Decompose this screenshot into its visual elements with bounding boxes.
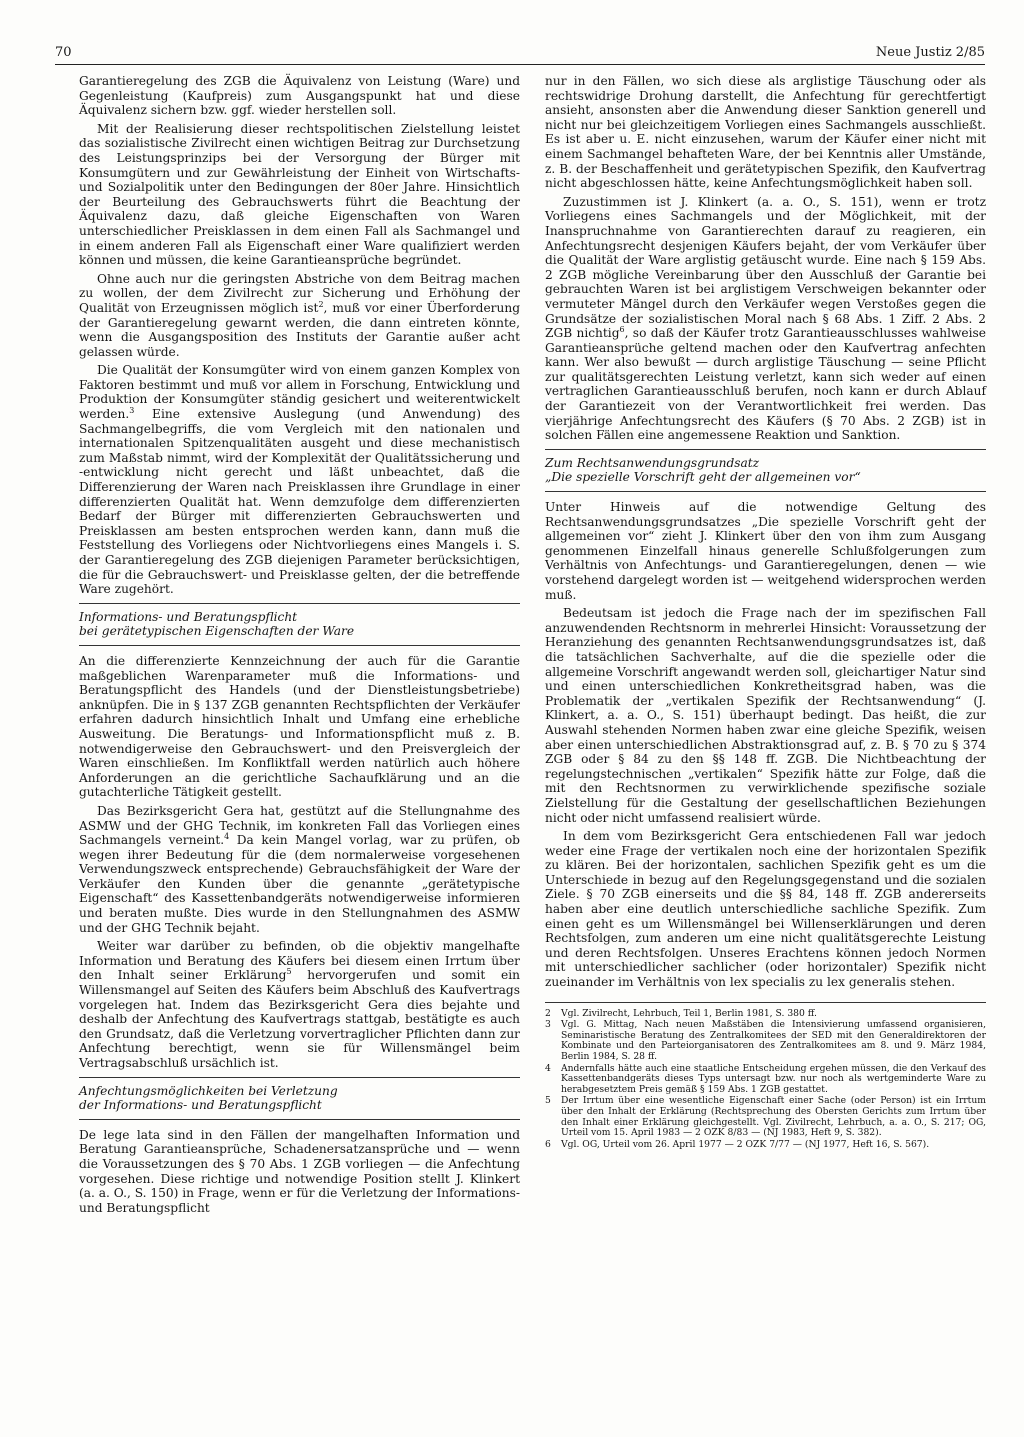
section-heading-line: der Informations- und Beratungspflicht bbox=[79, 1098, 322, 1113]
section-heading bbox=[79, 1077, 520, 1120]
left-column bbox=[79, 74, 520, 1219]
page-number: 70 bbox=[55, 45, 72, 60]
footnote-text: Der Irrtum über eine wesentliche Eigenschaft einer Sache (oder Person) ist ein Irrtum über den Inhalt der Erklärung (Rechtsprechung des Obersten Gerichts zum Irrtum über den Inhalt einer Erklärung gleichgestellt. Vgl. Zivilrecht, Lehrbuch, a. a. O., S. 217; OG, Urteil vom 15. April 1983 — 2 OZK 8/83 — (NJ 1983, Heft 9, S. 382). bbox=[561, 1095, 986, 1139]
paragraph: In dem vom Bezirksgericht Gera entschiedenen Fall war jedoch weder eine Frage der vertikalen noch eine der horizontalen Spezifik zu klären. Bei der horizontalen, sachlichen Spezifik geht es um die Unterschiede in bezug auf den Regelungsgegenstand und die sozialen Ziele. § 70 ZGB einerseits und die §§ 84, 148 ff. ZGB andererseits haben aber eine deutlich unterschiedliche sachliche Spezifik. Zum einen geht es um Willensmängel bei Willenserklärungen und deren Rechtsfolgen, zum anderen um eine nicht qualitätsgerechte Leistung und deren Rechtsfolgen. Unseres Erachtens können jedoch Normen mit unterschiedlicher sachlicher (oder horizontaler) Spezifik nicht zueinander im Verhältnis von lex specialis zu lex generalis stehen. bbox=[545, 829, 986, 990]
footnote-text: Vgl. OG, Urteil vom 26. April 1977 — 2 OZK 7/77 — (NJ 1977, Heft 16, S. 567). bbox=[561, 1138, 930, 1150]
paragraph: Garantieregelung des ZGB die Äquivalenz von Leistung (Ware) und Gegenleistung (Kaufpreis) zum Ausgangspunkt hat und diese Äquivalenz sichern bzw. ggf. wieder herstellen soll. bbox=[79, 74, 520, 118]
footnote-rule bbox=[545, 1002, 986, 1003]
footnote-ref: 6 bbox=[619, 325, 625, 335]
paragraph: De lege lata sind in den Fällen der mangelhaften Information und Beratung Garantieansprüche, Schadenersatzansprüche und — wenn die Voraussetzungen des § 70 Abs. 1 ZGB vorliegen — die Anfechtung vorgesehen. Diese richtige und notwendige Position stellt J. Klinkert (a. a. O., S. 150) in Frage, wenn er für die Verletzung der Informations- und Beratungspflicht bbox=[79, 1127, 520, 1215]
section-heading-line: Informations- und Beratungspflicht bbox=[79, 609, 298, 624]
paragraph: nur in den Fällen, wo sich diese als arglistige Täuschung oder als rechtswidrige Drohung darstellt, die Anfechtung für gerechtfertigt ansieht, ansonsten aber die Anwendung dieser Sanktion generell und nicht nur bei gleichzeitigem Vorliegen eines Sachmangels ausschließt. Es ist aber u. E. nicht einzusehen, warum der Käufer einer nicht mit einem Sachmangel behafteten Ware, der bei Kenntnis aller Umstände, z. B. der Beschaffenheit und gerätetypischen Spezifik, den Kaufvertrag nicht abgeschlossen hätte, keine Anfechtungsmöglichkeit haben soll. bbox=[545, 74, 986, 191]
section-heading-line: bei gerätetypischen Eigenschaften der Ware bbox=[79, 624, 355, 639]
footnote-ref: 3 bbox=[129, 406, 135, 415]
footnote-ref: 2 bbox=[318, 299, 324, 309]
paragraph: Unter Hinweis auf die notwendige Geltung des Rechtsanwendungsgrundsatzes „Die spezielle Vorschrift geht der allgemeinen vor“ zieht J. Klinkert über den von ihm zum Ausgang genommenen Einzelfall hinaus generelle Schlußfolgerungen zum Verhältnis von Anfechtungs- und Garantieregelungen, denen — wie vorstehend dargelegt worden ist — weitgehend widersprochen werden muß. bbox=[545, 500, 986, 602]
paragraph: An die differenzierte Kennzeichnung der auch für die Garantie maßgeblichen Warenparameter muß die Informations- und Beratungspflicht des Handels (und der Dienstleistungsbetriebe) anknüpfen. Die in § 137 ZGB genannten Rechtspflichten der Verkäufer erfahren dadurch hinsichtlich Inhalt und Umfang eine erhebliche Ausweitung. Die Beratungs- und Informationspflicht muß z. B. notwendigerweise den Gebrauchswert- und den Preisvergleich der Waren einschließen. Im Konfliktfall werden natürlich auch höhere Anforderungen an die gerichtliche Sachaufklärung und an die gutachterliche Tätigkeit gestellt. bbox=[79, 653, 520, 800]
footnote-text: Vgl. G. Mittag, Nach neuen Maßstäben die Intensivierung umfassend organisieren, Seminaristische Beratung des Zentralkomitees der SED mit den Generaldirektoren der Kombinate und den Parteiorganisatoren des Zentralkomitees am 8. und 9. März 1984, Berlin 1984, S. 28 ff. bbox=[561, 1019, 986, 1062]
paragraph: Bedeutsam ist jedoch die Frage nach der im spezifischen Fall anzuwendenden Rechtsnorm in mehrerlei Hinsicht: Voraussetzung der Heranziehung des genannten Rechtsanwendungsgrundsatzes ist, daß die tatsächlichen Sachverhalte, auf die die spezielle oder die allgemeine Vorschrift angewandt werden soll, gleichartiger Natur sind und einen unterschiedlichen Konkretheitsgrad haben, was die Problematik der „vertikalen Spezifik der Rechtsanwendung“ (J. Klinkert, a. a. O., S. 151) überhaupt bedingt. Das heißt, die zur Auswahl stehenden Normen haben zwar eine gleiche Spezifik, weisen aber einen unterschiedlichen Abstraktionsgrad auf, z. B. § 70 zu § 374 ZGB oder § 84 zu den §§ 148 ff. ZGB. Die Nichtbeachtung der regelungstechnischen „vertikalen“ Spezifik hätte zur Folge, daß die mit den Rechtsnormen zu verwirklichende spezifische soziale Zielstellung für die Gestaltung der gesellschaftlichen Beziehungen nicht oder nicht umfassend realisiert würde. bbox=[545, 606, 986, 825]
paragraph: Zuzustimmen ist J. Klinkert (a. a. O., S. 151), wenn er trotz Vorliegens eines Sachmangels und der Möglichkeit, mit der Inanspruchnahme von Garantierechten darauf zu reagieren, ein Anfechtungsrecht desjenigen Käufers bejaht, der vom Verkäufer über die Qualität der Ware arglistig getäuscht wurde. Eine nach § 159 Abs. 2 ZGB mögliche Vereinbarung über den Ausschluß der Garantie bei gebrauchten Waren ist bei arglistigem Verschweigen bekannter oder vermuteter Mängel durch den Verkäufer wegen Verstoßes gegen die Grundsätze der sozialistischen Moral nach § 68 Abs. 1 Ziff. 2 Abs. 2 ZGB nichtig$^6$, so daß der Käufer trotz Garantieausschlusses wahlweise Garantieansprüche geltend machen oder den Kaufvertrag anfechten kann. Wer also bewußt — durch arglistige Täuschung — seine Pflicht zur qualitätsgerechten Leistung verletzt, kann sich weder auf einen vertraglichen Garantieausschluß berufen, noch kann er durch Ablauf der Garantiezeit von der Verantwortlichkeit frei werden. Das vierjährige Anfechtungsrecht des Käufers (§ 70 Abs. 2 ZGB) ist in solchen Fällen eine angemessene Reaktion und Sanktion. bbox=[545, 194, 986, 443]
footnote-text: Andernfalls hätte auch eine staatliche Entscheidung ergehen müssen, die den Verkauf des Kassettenbandgeräts dieses Typs untersagt bzw. nur noch als wertgeminderte Ware zu herabgesetztem Preis gemäß § 159 Abs. 1 ZGB gestattet. bbox=[561, 1062, 986, 1095]
footnote bbox=[545, 1140, 986, 1151]
section-heading-line: Zum Rechtsanwendungsgrundsatz bbox=[545, 455, 760, 470]
section-heading-line: „Die spezielle Vorschrift geht der allgemeinen vor“ bbox=[545, 470, 861, 485]
footnote-text: Vgl. Zivilrecht, Lehrbuch, Teil 1, Berlin 1981, S. 380 ff. bbox=[561, 1007, 817, 1019]
footnote bbox=[545, 1020, 986, 1062]
paragraph: Weiter war darüber zu befinden, ob die objektiv mangelhafte Information und Beratung des Käufers bei diesem einen Irrtum über den Inhalt seiner Erklärung$^5$ hervorgerufen und somit ein Willensmangel auf Seiten des Käufers beim Abschluß des Kaufvertrags vorgelegen hat. Indem das Bezirksgericht Gera dies bejahte und deshalb der Anfechtung des Kaufvertrags stattgab, bestätigte es auch den Grundsatz, daß die Verletzung vorvertraglicher Pflichten dann zur Anfechtung berechtigt, wenn sie für Willensmängel beim Vertragsabschluß ursächlich ist. bbox=[79, 939, 520, 1070]
right-column bbox=[545, 74, 986, 1151]
footnote bbox=[545, 1096, 986, 1138]
section-heading bbox=[79, 603, 520, 646]
footnote-ref: 4 bbox=[224, 832, 230, 842]
page-header bbox=[55, 45, 985, 65]
section-heading-line: Anfechtungsmöglichkeiten bei Verletzung bbox=[79, 1083, 338, 1098]
section-heading bbox=[545, 449, 986, 492]
paragraph: Die Qualität der Konsumgüter wird von einem ganzen Komplex von Faktoren bestimmt und muß vor allem in Forschung, Entwicklung und Produktion der Konsumgüter ständig gesichert und weiterentwickelt werden.$^3$ Eine extensive Auslegung (und Anwendung) des Sachmangelbegriffs, die vom Vergleich mit den nationalen und internationalen Spitzenqualitäten ausgeht und diese mechanistisch zum Maßstab nimmt, wird der Komplexität der Qualitätssicherung und -entwicklung nicht gerecht und läßt unbeachtet, daß die Differenzierung der Waren nach Preisklassen ihre Grundlage in einer differenzierten Qualität hat. Wenn demzufolge dem differenzierten Bedarf der Bürger mit differenzierten Gebrauchswerten und Preisklassen am besten entsprochen werden kann, dann muß die Feststellung des Vorliegens oder Nichtvorliegens eines Mangels i. S. der Garantieregelung des ZGB diejenigen Parameter berücksichtigen, die für die Gebrauchswert- und Preisklasse gelten, der die betreffende Ware zugehört. bbox=[79, 363, 520, 597]
footnote-number: 2 bbox=[545, 1007, 551, 1019]
footnote bbox=[545, 1009, 986, 1020]
journal-title: Neue Justiz 2/85 bbox=[875, 45, 985, 60]
footnote-number: 3 bbox=[545, 1019, 551, 1031]
paragraph: Mit der Realisierung dieser rechtspolitischen Zielstellung leistet das sozialistische Zivilrecht einen wichtigen Beitrag zur Durchsetzung des Leistungsprinzips bei der Versorgung der Bürger mit Konsumgütern und zur Gewährleistung der Einheit von Wirtschafts- und Sozialpolitik unter den Bedingungen der 80er Jahre. Hinsichtlich der Beurteilung des Gebrauchswerts führt die Beachtung der Äquivalenz dazu, daß gleiche Eigenschaften von Waren unterschiedlicher Preisklassen in dem einen Fall als Sachmangel und in einem anderen Fall als Eigenschaft einer Ware qualifiziert werden können und müssen, die keine Garantieansprüche begründet. bbox=[79, 121, 520, 268]
footnote bbox=[545, 1064, 986, 1096]
header-rule bbox=[55, 64, 985, 65]
paragraph: Ohne auch nur die geringsten Abstriche von dem Beitrag machen zu wollen, der dem Zivilrecht zur Sicherung und Erhöhung der Qualität von Erzeugnissen möglich ist$^2$, muß vor einer Überforderung der Garantieregelung gewarnt werden, die dann eintreten könnte, wenn die Ausgangsposition des Instituts der Garantie außer acht gelassen würde. bbox=[79, 271, 521, 359]
footnote-number: 4 bbox=[545, 1062, 551, 1074]
footnote-ref: 5 bbox=[286, 967, 292, 977]
footnote-number: 5 bbox=[545, 1095, 551, 1107]
footnote-number: 6 bbox=[545, 1138, 551, 1150]
paragraph: Das Bezirksgericht Gera hat, gestützt auf die Stellungnahme des ASMW und der GHG Technik, im konkreten Fall das Vorliegen eines Sachmangels verneint.$^4$ Da kein Mangel vorlag, war zu prüfen, ob wegen ihrer Bedeutung für die (dem normalerweise vorgesehenen Verwendungszweck entsprechende) Gebrauchsfähigkeit der Ware der Verkäufer den Kunden über die genannte „gerätetypische Eigenschaft“ des Kassettenbandgeräts notwendigerweise informieren und beraten mußte. Dies wurde in den Stellungnahmen des ASMW und der GHG Technik bejaht. bbox=[79, 803, 520, 935]
